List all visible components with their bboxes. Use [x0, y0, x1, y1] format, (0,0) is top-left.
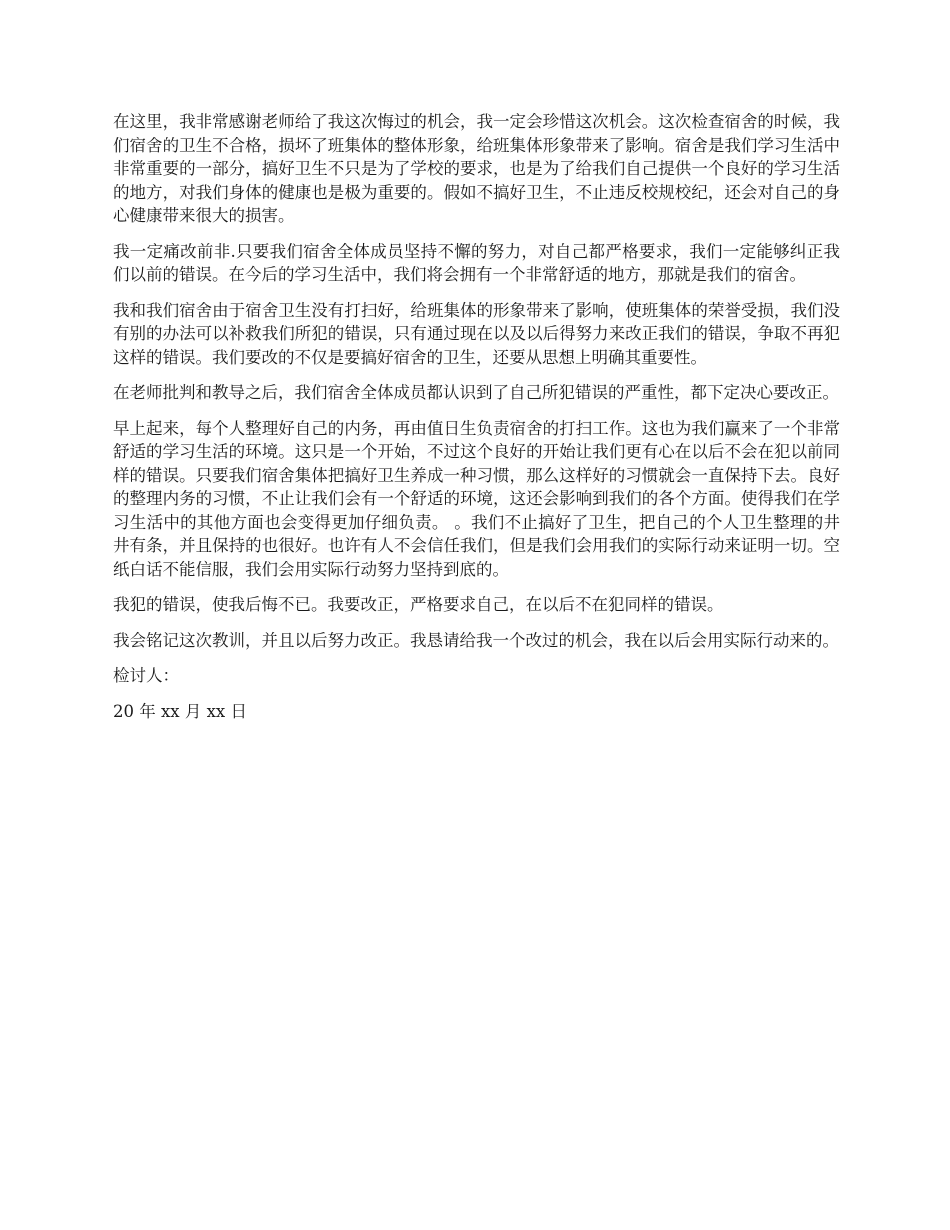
signature-line: 检讨人： [113, 666, 179, 685]
paragraph-routine: 早上起来，每个人整理好自己的内务，再由值日生负责宿舍的打扫工作。这也为我们赢来了一个非常舒适的学习生活的环境。这只是一个开始，不过这个良好的开始让我们更有心在以后不会在犯以前同样的错误。只要我们宿舍集体把搞好卫生养成一种习惯，那么这样好的习惯就会一直保持下去。良好的整理内务的习惯，不止让我们会有一个舒适的环境，这还会影响到我们的各个方面。使得我们在学习生活中的其他方面也会变得更加仔细负责。 。我们不止搞好了卫生，把自己的个人卫生整理的井井有条，并且保持的也很好。也许有人不会信任我们，但是我们会用我们的实际行动来证明一切。空纸白话不能信服，我们会用实际行动努力坚持到底的。 [113, 418, 840, 579]
paragraph-request: 我会铭记这次教训，并且以后努力改正。我恳请给我一个改过的机会，我在以后会用实际行动来的。 [113, 630, 839, 650]
paragraph-realization: 在老师批判和教导之后，我们宿舍全体成员都认识到了自己所犯错误的严重性，都下定决心要改正。 [113, 383, 839, 402]
paragraph-regret: 我犯的错误，使我后悔不已。我要改正，严格要求自己，在以后不在犯同样的错误。 [113, 595, 724, 614]
document-body [113, 110, 840, 735]
paragraph-gratitude: 在这里，我非常感谢老师给了我这次悔过的机会，我一定会珍惜这次机会。这次检查宿舍的时候，我们宿舍的卫生不合格，损坏了班集体的整体形象，给班集体形象带来了影响。宿舍是我们学习生活中非常重要的一部分，搞好卫生不只是为了学校的要求，也是为了给我们自己提供一个良好的学习生活的地方，对我们身体的健康也是极为重要的。假如不搞好卫生，不止违反校规校纪，还会对自己的身心健康带来很大的损害。 [113, 112, 840, 225]
date-line: 20 年 xx 月 xx 日 [113, 701, 247, 721]
paragraph-resolve: 我一定痛改前非.只要我们宿舍全体成员坚持不懈的努力，对自己都严格要求，我们一定能够纠正我们以前的错误。在今后的学习生活中，我们将会拥有一个非常舒适的地方，那就是我们的宿舍。 [113, 241, 840, 284]
paragraph-impact: 我和我们宿舍由于宿舍卫生没有打扫好，给班集体的形象带来了影响，使班集体的荣誉受损，我们没有别的办法可以补救我们所犯的错误，只有通过现在以及以后得努力来改正我们的错误，争取不再犯这样的错误。我们要改的不仅是要搞好宿舍的卫生，还要从思想上明确其重要性。 [113, 300, 840, 367]
